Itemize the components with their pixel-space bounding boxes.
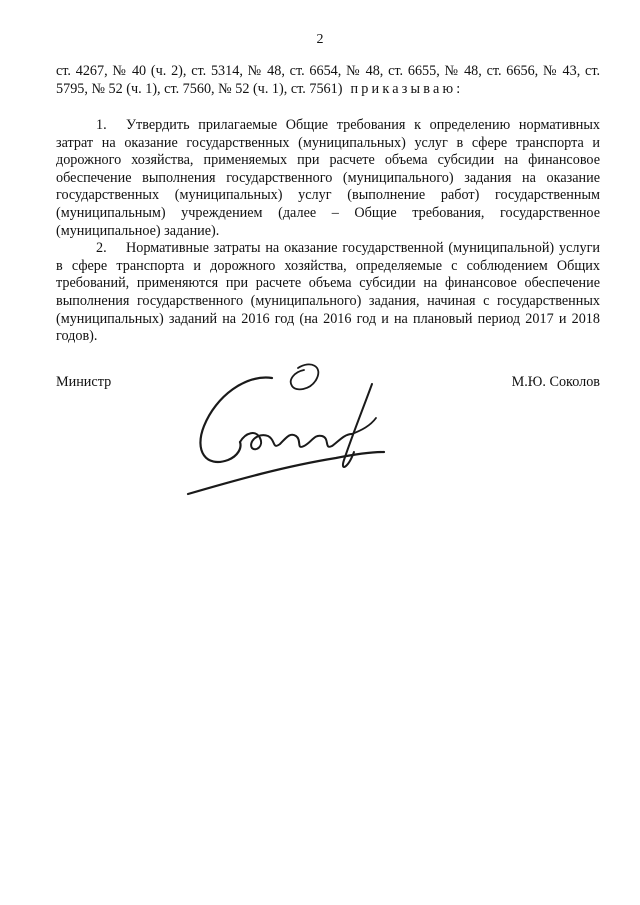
order-items bbox=[56, 117, 600, 346]
order-item-2 bbox=[56, 240, 600, 346]
item-number: 1. bbox=[96, 117, 107, 133]
page-number: 2 bbox=[316, 32, 324, 47]
order-item-1 bbox=[56, 117, 600, 240]
item-text: Нормативные затраты на оказание государственной (муниципальной) услуги в сфере транспорта и дорожного хозяйства, определяемые с соблюдением Общих требований, применяются при расчете объема субсидии на финансовое обеспечение выполнения государственного (муниципального) задания, начиная с государственных (муниципальных) заданий на 2016 год (на 2016 год и на плановый период 2017 и 2018 годов). bbox=[56, 240, 600, 345]
item-text: Утвердить прилагаемые Общие требования к определению нормативных затрат на оказание государственных (муниципальных) услуг в сфере транспорта и дорожного хозяйства, применяемых при расчете объема субсидии на финансовое обеспечение выполнения государственного (муниципального) задания на оказание государственных (муниципальных) услуг (выполнение работ) государственным (муниципальным) учреждением (далее – Общие требования, государственное (муниципальное) задание). bbox=[56, 117, 600, 239]
order-word: приказываю: bbox=[350, 80, 464, 97]
handwritten-signature bbox=[176, 356, 396, 506]
intro-text: ст. 4267, № 40 (ч. 2), ст. 5314, № 48, ст. 6654, № 48, ст. 6655, № 48, ст. 6656, № 43, ст. 5795, № 52 (ч. 1), ст. 7560, № 52 (ч. 1), ст. 7561) bbox=[56, 63, 600, 97]
item-number: 2. bbox=[96, 240, 107, 257]
intro-paragraph bbox=[56, 63, 600, 98]
signer-title: Министр bbox=[56, 374, 112, 390]
signer-name: М.Ю. Соколов bbox=[511, 374, 600, 390]
